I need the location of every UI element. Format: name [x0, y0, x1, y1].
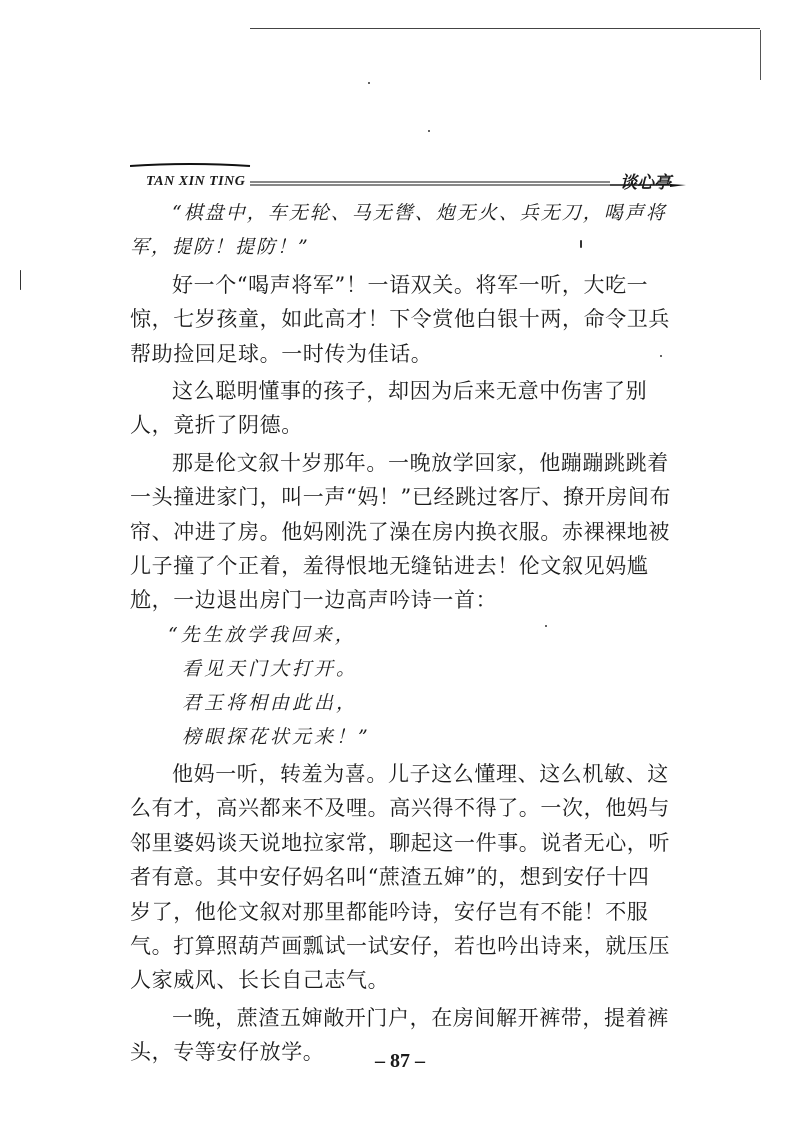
scan-speck — [428, 130, 430, 132]
scan-speck — [368, 82, 370, 84]
text-line: 好一个“喝声将军”！一语双关。将军一听，大吃一 — [172, 272, 649, 297]
text-line: 者有意。其中安仔妈名叫“蔗渣五婶”的，想到安仔十四 — [130, 865, 650, 890]
text-line: 这么聪明懂事的孩子，却因为后来无意中伤害了别 — [172, 379, 648, 404]
text-line: 那是伦文叙十岁那年。一晚放学回家，他蹦蹦跳跳着 — [172, 450, 669, 475]
header-section-title: 谈心亭 — [620, 173, 671, 193]
paragraph — [130, 196, 690, 265]
poem-line: “先生放学我回来， — [168, 623, 357, 646]
text-line: 么有才，高兴都来不及哩。高兴得不得了。一次，他妈与 — [130, 796, 670, 821]
text-line: 头，专等安仔放学。 — [130, 1040, 325, 1065]
text-line: 军，提防！提防！” — [130, 236, 310, 259]
scan-right-rule — [760, 30, 761, 80]
text-line: 一晚，蔗渣五婶敞开门户，在房间解开裤带，提着裤 — [172, 1005, 669, 1030]
text-line: “棋盘中，车无轮、马无辔、炮无火、兵无刀，喝声将 — [172, 202, 667, 224]
text-line: 惊，七岁孩童，如此高才！下令赏他白银十两，命令卫兵 — [130, 307, 670, 332]
poem — [130, 618, 690, 754]
header-series-title: TAN XIN TING — [146, 174, 246, 189]
text-line: 人家威风、长长自己志气。 — [130, 968, 390, 993]
text-line: 一头撞进家门，叫一声“妈！”已经跳过客厅、撩开房间布 — [130, 485, 672, 510]
paragraph — [130, 757, 690, 998]
text-line: 帘、冲进了房。他妈刚洗了澡在房内换衣服。赤裸裸地被 — [130, 519, 670, 544]
page-number: – 87 – — [375, 1050, 425, 1072]
poem-line: 看见天门大打开。 — [182, 657, 359, 680]
text-line: 人，竟折了阴德。 — [130, 413, 303, 438]
paragraph — [130, 268, 690, 371]
paragraph — [130, 446, 690, 618]
running-header — [130, 160, 690, 200]
text-line: 尬，一边退出房门一边高声吟诗一首： — [130, 588, 498, 613]
poem-line: 榜眼探花状元来！” — [182, 725, 371, 748]
text-line: 气。打算照葫芦画瓢试一试安仔，若也吟出诗来，就压压 — [130, 933, 670, 958]
text-line: 邻里婆妈谈天说地拉家常，聊起这一件事。说者无心，听 — [130, 830, 670, 855]
text-line: 岁了，他伦文叙对那里都能吟诗，安仔岂有不能！不服 — [130, 899, 649, 924]
scan-top-rule — [250, 28, 760, 29]
poem-line: 君王将相由此出， — [182, 691, 359, 714]
text-line: 他妈一听，转羞为喜。儿子这么懂理、这么机敏、这 — [172, 761, 669, 786]
scan-speck — [20, 270, 21, 290]
paragraph — [130, 374, 690, 443]
text-line: 儿子撞了个正着，羞得恨地无缝钻进去！伦文叙见妈尴 — [130, 554, 649, 579]
article-body — [130, 196, 690, 1070]
text-line: 帮助捡回足球。一时传为佳话。 — [130, 341, 433, 366]
